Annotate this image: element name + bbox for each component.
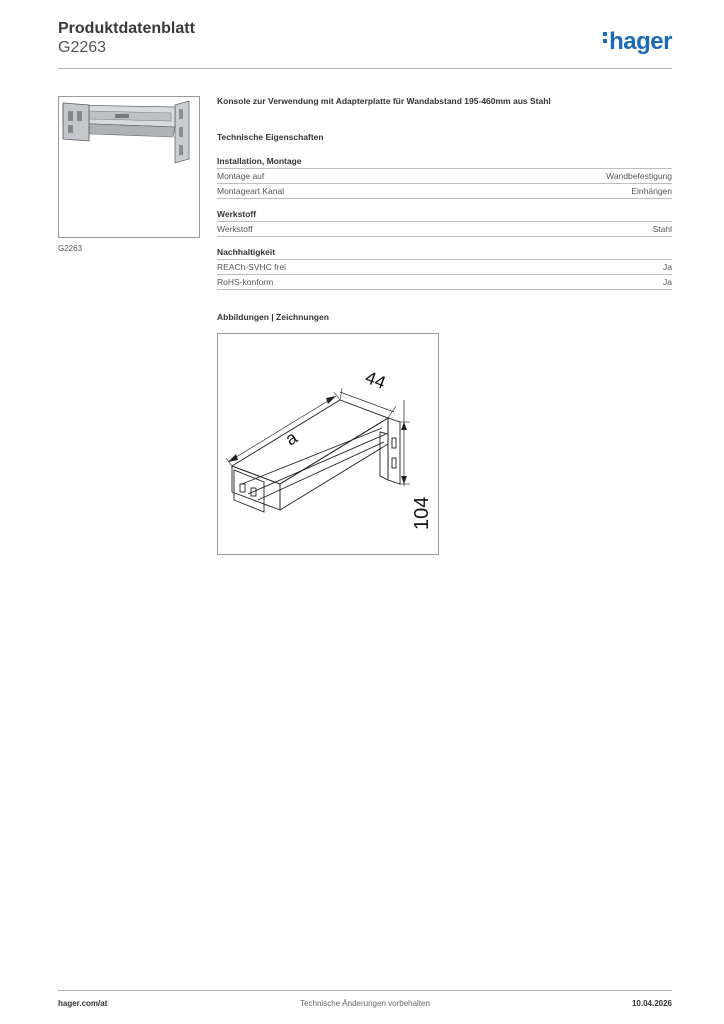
footer-website-link[interactable]: hager.com/at xyxy=(58,999,108,1008)
footer-divider xyxy=(58,990,672,991)
product-code: G2263 xyxy=(58,39,107,56)
property-row xyxy=(217,275,672,290)
section-installation-rows xyxy=(217,168,672,199)
footer-date: 10.04.2026 xyxy=(631,999,672,1008)
dimension-drawing xyxy=(217,333,439,555)
section-sustainability-rows xyxy=(217,259,672,290)
property-value: Stahl xyxy=(652,224,672,234)
footer-disclaimer: Technische Änderungen vorbehalten xyxy=(300,999,430,1008)
property-label: REACh-SVHC frei xyxy=(217,262,286,272)
logo-dots-icon xyxy=(603,29,607,46)
dimension-label-104: 104 xyxy=(411,496,433,530)
dimension-label-44: 44 xyxy=(362,367,389,393)
property-row xyxy=(217,222,672,237)
property-label: RoHS-konform xyxy=(217,277,274,287)
section-material-title: Werkstoff xyxy=(217,209,257,219)
technical-properties-title: Technische Eigenschaften xyxy=(217,132,324,142)
image-caption: G2263 xyxy=(58,244,83,253)
property-label: Werkstoff xyxy=(217,224,253,234)
property-label: Montage auf xyxy=(217,171,265,181)
property-row xyxy=(217,184,672,199)
property-label: Montageart Kanal xyxy=(217,186,285,196)
document-title: Produktdatenblatt xyxy=(58,20,195,37)
property-value: Ja xyxy=(663,262,672,272)
section-sustainability-title: Nachhaltigkeit xyxy=(217,247,276,257)
header xyxy=(58,20,672,68)
property-row xyxy=(217,169,672,184)
hager-logo: hager xyxy=(603,28,672,56)
property-value: Wandbefestigung xyxy=(606,171,672,181)
product-description: Konsole zur Verwendung mit Adapterplatte für Wandabstand 195-460mm aus Stahl xyxy=(217,96,551,106)
property-row xyxy=(217,260,672,275)
header-divider xyxy=(58,68,672,69)
section-material-rows xyxy=(217,221,672,237)
product-image xyxy=(58,96,200,238)
dimension-label-a: a xyxy=(281,427,301,450)
section-installation-title: Installation, Montage xyxy=(217,156,302,166)
property-value: Einhängen xyxy=(631,186,672,196)
drawings-title: Abbildungen | Zeichnungen xyxy=(217,312,329,322)
product-content xyxy=(217,96,672,322)
property-value: Ja xyxy=(663,277,672,287)
